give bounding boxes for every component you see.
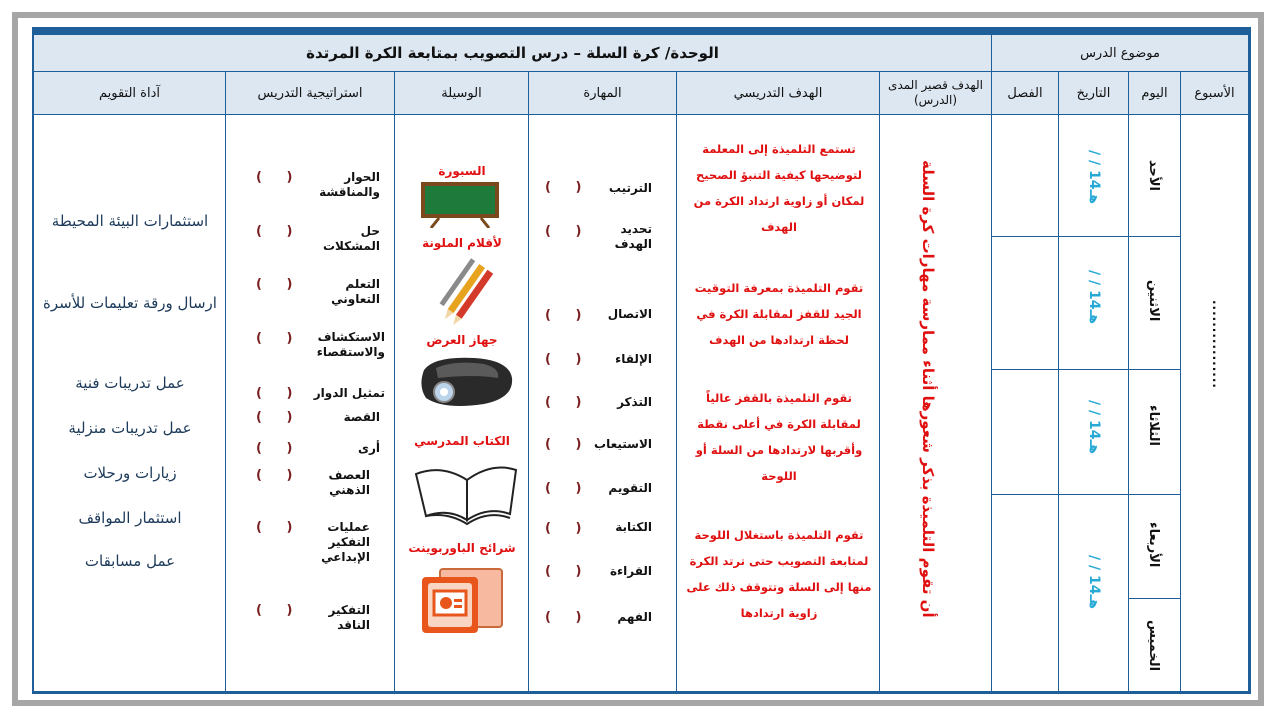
skill-checkbox[interactable]: ( ) <box>545 308 592 323</box>
col-assessment: آداة التقويم <box>34 72 226 115</box>
col-week: الأسبوع <box>1181 72 1249 115</box>
col-class: الفصل <box>992 72 1059 115</box>
table-top-bar <box>32 27 1251 35</box>
goal-text: تقوم التلميذة بمعرفة التوقيت الجيد للقفز لمقابلة الكرة في لحظة ارتدادها من الهدف <box>694 281 864 347</box>
day-label: الخميس <box>1146 620 1161 672</box>
strategy-label: الحوار والمناقشة <box>319 170 380 199</box>
powerpoint-icon <box>420 565 506 639</box>
col-tool: الوسيلة <box>395 72 529 115</box>
strategy-label: حل المشكلات <box>322 224 380 253</box>
strategy-checkbox[interactable]: ( ) <box>256 386 303 401</box>
col-date: التاريخ <box>1059 72 1129 115</box>
skill-label: الاستيعاب <box>594 437 652 451</box>
skill-label: تحديد الهدف <box>614 222 652 251</box>
projector-icon <box>414 350 518 416</box>
class-row <box>992 495 1059 692</box>
pencils-icon <box>432 256 502 332</box>
skill-label: الترتيب <box>608 181 652 195</box>
day-label: الاثنين <box>1146 280 1161 322</box>
class-row <box>992 115 1059 237</box>
strategy-label: تمثيل الدوار <box>313 386 385 400</box>
day-label: الأحد <box>1146 160 1161 192</box>
skill-checkbox[interactable]: ( ) <box>545 224 592 239</box>
tool-label: السبورة <box>438 164 486 178</box>
strategy-checkbox[interactable]: ( ) <box>256 520 303 535</box>
tool-label: الكتاب المدرسي <box>414 434 510 448</box>
strategy-label: أرى <box>357 441 380 455</box>
strategy-checkbox[interactable]: ( ) <box>256 331 303 346</box>
strategy-label: التفكير الناقد <box>328 603 370 632</box>
date-value: / / 14هـ <box>1086 400 1102 454</box>
strategy-label: العصف الذهني <box>328 468 370 497</box>
short-goal-text: أن تقوم التلميذة بذكر شعورها أثناء ممارسة مهارات كرة السلة <box>919 160 937 618</box>
skill-label: الإلقاء <box>615 352 652 366</box>
goal-text: تستمع التلميذة إلى المعلمة لتوضيحها كيفية التنبؤ الصحيح لمكان أو زاوية ارتداد الكرة من الهدف <box>693 142 865 234</box>
day-label: الأربعاء <box>1146 522 1161 568</box>
week-cell <box>1181 115 1249 692</box>
tool-label: لأقلام الملونة <box>422 236 502 250</box>
skill-label: الاتصال <box>607 307 652 321</box>
strategy-checkbox[interactable]: ( ) <box>256 441 303 456</box>
skill-label: التذكر <box>617 395 652 409</box>
skill-checkbox[interactable]: ( ) <box>545 437 592 452</box>
assessment-cell <box>34 115 226 692</box>
col-strategy: استراتيجية التدريس <box>226 72 395 115</box>
skill-checkbox[interactable]: ( ) <box>545 610 592 625</box>
chalkboard-icon <box>419 180 501 232</box>
strategy-label: الاستكشاف والاستقصاء <box>316 330 385 359</box>
goal-text: تقوم التلميذة بالقفز عالياً لمقابلة الكرة في أعلى نقطة وأقربها لارتدادها من السلة أو اللوحة <box>695 391 863 483</box>
week-value: ................ <box>1210 300 1224 389</box>
date-value: / / 14هـ <box>1086 150 1102 204</box>
assessment-item: زيارات ورحلات <box>83 464 177 482</box>
col-day: اليوم <box>1129 72 1181 115</box>
col-goal: الهدف التدريسي <box>677 72 880 115</box>
strategy-checkbox[interactable]: ( ) <box>256 224 303 239</box>
goal-text: تقوم التلميذة باستغلال اللوحة لمتابعة التصويب حتى ترتد الكرة منها إلى السلة وتتوقف ذلك على زاوية ارتدادها <box>686 528 872 620</box>
date-value: / / 14هـ <box>1086 555 1102 609</box>
skill-checkbox[interactable]: ( ) <box>545 481 592 496</box>
strategy-label: عمليات التفكير الإبداعي <box>321 520 370 564</box>
strategy-checkbox[interactable]: ( ) <box>256 603 303 618</box>
skill-checkbox[interactable]: ( ) <box>545 564 592 579</box>
lesson-topic-label: موضوع الدرس <box>992 35 1249 72</box>
date-value: / / 14هـ <box>1086 270 1102 324</box>
skill-label: الكتابة <box>615 520 652 534</box>
strategy-label: التعلم التعاوني <box>331 277 380 306</box>
day-label: الثلاثاء <box>1146 405 1161 446</box>
skill-label: القراءة <box>609 564 652 578</box>
assessment-item: ارسال ورقة تعليمات للأسرة <box>43 294 217 312</box>
skill-checkbox[interactable]: ( ) <box>545 352 592 367</box>
assessment-item: استثمار المواقف <box>78 509 182 527</box>
assessment-item: عمل تدريبات منزلية <box>68 419 192 437</box>
skill-label: التقويم <box>608 481 652 495</box>
strategy-checkbox[interactable]: ( ) <box>256 277 303 292</box>
lesson-title: الوحدة/ كرة السلة – درس التصويب بمتابعة الكرة المرتدة <box>34 35 992 72</box>
strategy-checkbox[interactable]: ( ) <box>256 170 303 185</box>
assessment-item: عمل تدريبات فنية <box>75 374 185 392</box>
book-icon <box>412 458 522 530</box>
strategy-label: القصة <box>343 410 380 424</box>
assessment-item: عمل مسابقات <box>84 552 176 570</box>
tool-label: شرائح الباوربوينت <box>408 541 516 555</box>
assessment-item: استثمارات البيئة المحيطة <box>51 212 209 230</box>
skill-label: الفهم <box>617 610 652 624</box>
tool-label: جهاز العرض <box>426 333 498 347</box>
class-row <box>992 370 1059 495</box>
col-short-goal: الهدف قصير المدى (الدرس) <box>880 72 992 115</box>
class-row <box>992 237 1059 370</box>
strategy-checkbox[interactable]: ( ) <box>256 468 303 483</box>
skill-checkbox[interactable]: ( ) <box>545 180 592 195</box>
skill-checkbox[interactable]: ( ) <box>545 395 592 410</box>
skill-checkbox[interactable]: ( ) <box>545 521 592 536</box>
strategy-checkbox[interactable]: ( ) <box>256 410 303 425</box>
col-skill: المهارة <box>529 72 677 115</box>
